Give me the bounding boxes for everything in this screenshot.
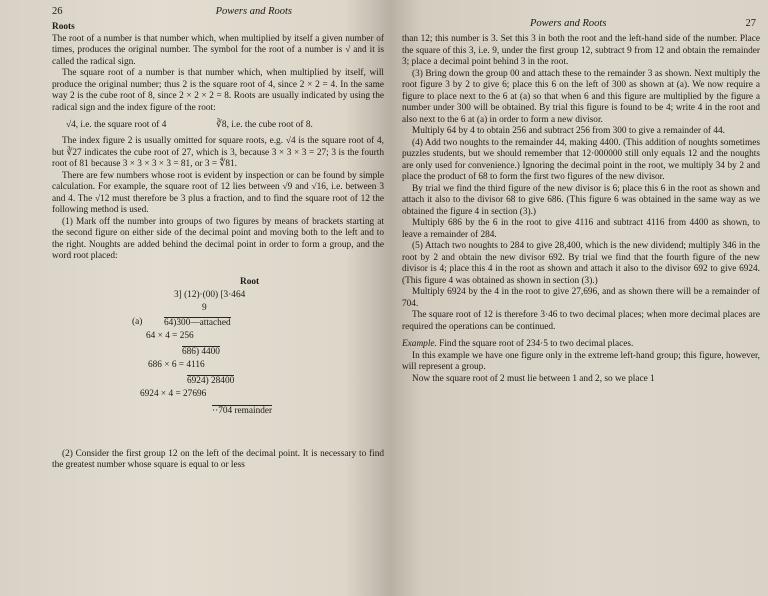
paragraph-example-2: Now the square root of 2 must lie between 1 and 2, so we place 1 [412,373,655,384]
multiply-step-2: 686 × 6 = 4116 [148,359,205,370]
root-label: Root [240,276,260,287]
paragraph-few-numbers: There are few numbers whose root is evident by inspection or can be found by simple calculation. For example, the square root of 12 lies between √9 and √16, i.e. between 3 and 4. The √12 must therefore be 3 plus a fraction, and to find the square root of 12 the following method is used. [52,170,384,215]
page-number: 26 [52,6,63,17]
paragraph-step-5: (5) Attach two noughts to 284 to give 28,400, which is the new dividend; multiply 346 in the root by 2 and obtain the new divisor 692. By trial we find that the fourth figure of the new divisor is 4; place this 4 in the root as shown and attach it also to the divisor 692 to give 6924. (This figure 4 was obtained as shown in section (3).) [402,241,760,286]
right-page [392,0,768,596]
long-division-working [52,273,384,441]
page-number: 27 [745,18,756,29]
remainder: ··704 remainder [212,405,273,416]
paragraph-step-4: (4) Add two noughts to the remainder 44, making 4400. (This addition of noughts sometimes puzzles students, but we should remember that 12·000000 still only equals 12 and the noughts are only used for convenience.) Ignoring the decimal point in the root, we multiply 34 by 2 and place the product of 68 to form the first two figures of the new divisor. [402,137,760,182]
paragraph-continued: than 12; this number is 3. Set this 3 in both the root and the left-hand side of the number. Place the square of this 3, i.e. 9, under the first group 12, subtract 9 from 12 and obtain the remainder 3; place a decimal point behind 3 in the root. [402,34,760,67]
roots-examples [66,119,384,132]
right-page-header [402,18,760,32]
paragraph-multiply-686: Multiply 686 by the 6 in the root to give 4116 and subtract 4116 from 4400 as shown, to leave a remainder of 284. [402,218,760,240]
example-text: Find the square root of 234·5 to two decimal places. [436,339,634,349]
paragraph-intro: The root of a number is that number which, when multiplied by itself a given number of times, produces the original number. The symbol for the root of a number is √ and it is called the radical sign. [52,33,384,67]
first-square: 9 [202,302,207,313]
paragraph-multiply-6924: Multiply 6924 by the 4 in the root to give 27,696, and as shown there will be a remainder of 704. [402,287,760,309]
paragraph-step-2: (2) Consider the first group 12 on the left of the decimal point. It is necessary to find the greatest number whose square is equal to or less [52,448,384,470]
example-heading [402,339,760,351]
number-groups: 3] (12)·(00) [3·464 [174,289,246,300]
running-head: Powers and Roots [215,6,292,17]
divisor-step-3: 6924) 28400 [187,375,235,386]
root-example-cube: ∛8, i.e. the cube root of 8. [216,120,313,130]
paragraph-square-root: The square root of a number is that number which, when multiplied by itself, will produce the original number; thus 2 is the square root of 4, since 2 × 2 = 4. In the same way 2 is the cube root of 8, since 2 × 2 × 2 = 8. Roots are usually indicated by using the radical sign and the index figure of the root: [52,68,384,113]
divisor-step-1: 64)300—attached [164,317,231,328]
root-example-square: √4, i.e. the square root of 4 [66,120,167,130]
section-heading: Roots [52,22,75,32]
multiply-step-1: 64 × 4 = 256 [146,330,194,341]
paragraph-result: The square root of 12 is therefore 3·46 to two decimal places; when more decimal places are required the operations can be continued. [402,310,760,332]
running-head: Powers and Roots [530,18,607,29]
paragraph-index: The index figure 2 is usually omitted for square roots, e.g. √4 is the square root of 4, but ∛27 indicates the cube root of 27, which is 3, because 3 × 3 × 3 = 27; 3 is the fourth root of 81 because 3 × 3 × 3 × 3 = 81, or 3 = ∜81. [52,136,384,169]
divisor-step-2: 686) 4400 [182,346,220,357]
example-label: Example. [402,339,437,349]
label-a: (a) [132,316,143,327]
left-page-header [52,6,384,20]
paragraph-example-1: In this example we have one figure only in the extreme left-hand group; this figure, however, will represent a group. [402,350,760,372]
paragraph-trial: By trial we find the third figure of the new divisor is 6; place this 6 in the root as shown and attach it also to the divisor 68 to give 686. (This figure 6 was obtained in the same way as we obtained the figure 4 in section (3).) [402,183,760,217]
paragraph-step-3: (3) Bring down the group 00 and attach these to the remainder 3 as shown. Next multiply the root figure 3 by 2 to give 6; place this 6 on the left of 300 as shown at (a). We now require a figure to place next to the 6 at (a) so that when 6 and this figure are multiplied by the figure a number under 300 will be obtained. By trial this figure is found to be 4; write 4 in the root and also next to the 6 at (a) in order to form a new divisor. [402,68,760,125]
multiply-step-3: 6924 × 4 = 27696 [140,388,207,399]
paragraph-step-1: (1) Mark off the number into groups of two figures by means of brackets starting at the second figure on either side of the decimal point and moving both to the left and to the right. Noughts are added behind the decimal point in order to form a group, and the word root placed: [52,216,384,261]
paragraph-multiply-64: Multiply 64 by 4 to obtain 256 and subtract 256 from 300 to give a remainder of 44. [412,126,725,136]
